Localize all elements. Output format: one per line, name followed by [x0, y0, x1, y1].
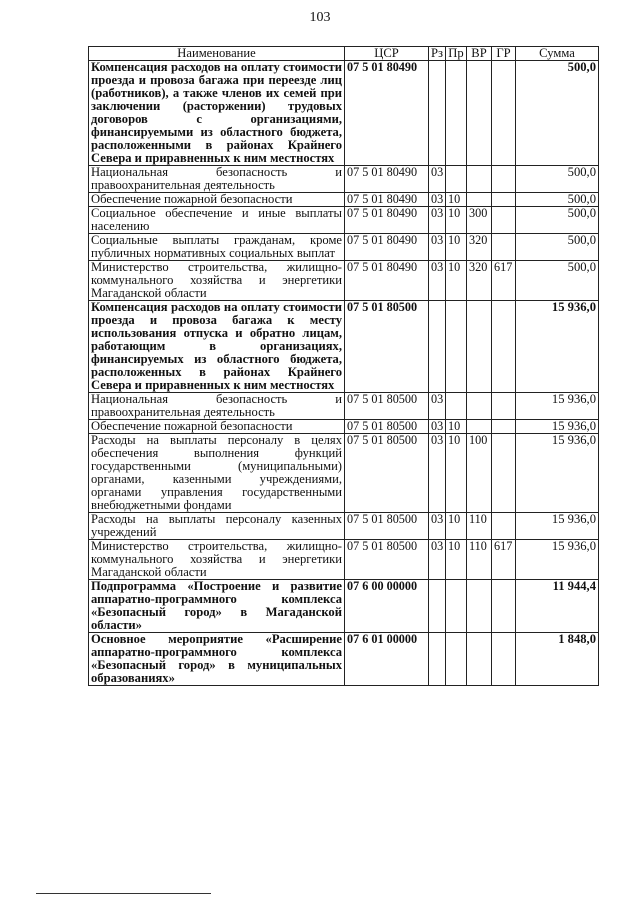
- cell-csr: 07 6 01 00000: [345, 633, 429, 686]
- cell-rz: 03: [429, 207, 446, 234]
- cell-name: Основное мероприятие «Расширение аппаратно-программного комплекса «Безопасный город» в муниципальных образованиях»: [89, 633, 345, 686]
- cell-gr: [492, 234, 516, 261]
- cell-csr: 07 5 01 80490: [345, 261, 429, 301]
- cell-vr: [467, 393, 492, 420]
- cell-rz: [429, 61, 446, 166]
- cell-name: Расходы на выплаты персоналу казенных учреждений: [89, 513, 345, 540]
- cell-rz: 03: [429, 261, 446, 301]
- cell-vr: [467, 420, 492, 434]
- cell-pr: [446, 61, 467, 166]
- cell-csr: 07 5 01 80500: [345, 420, 429, 434]
- cell-rz: 03: [429, 166, 446, 193]
- cell-name: Социальное обеспечение и иные выплаты населению: [89, 207, 345, 234]
- cell-sum: 11 944,4: [516, 580, 599, 633]
- table-row: [89, 513, 599, 540]
- table-row: [89, 193, 599, 207]
- cell-csr: 07 5 01 80500: [345, 513, 429, 540]
- cell-gr: [492, 580, 516, 633]
- cell-gr: [492, 166, 516, 193]
- cell-rz: 03: [429, 434, 446, 513]
- cell-sum: 500,0: [516, 207, 599, 234]
- table-row: [89, 301, 599, 393]
- header-gr: ГР: [492, 47, 516, 61]
- cell-vr: 320: [467, 234, 492, 261]
- cell-pr: [446, 393, 467, 420]
- cell-sum: 15 936,0: [516, 540, 599, 580]
- cell-csr: 07 5 01 80490: [345, 61, 429, 166]
- cell-pr: 10: [446, 513, 467, 540]
- cell-pr: 10: [446, 193, 467, 207]
- table-row: [89, 166, 599, 193]
- cell-vr: 110: [467, 540, 492, 580]
- cell-sum: 500,0: [516, 193, 599, 207]
- cell-sum: 15 936,0: [516, 434, 599, 513]
- cell-sum: 15 936,0: [516, 420, 599, 434]
- cell-csr: 07 5 01 80500: [345, 434, 429, 513]
- header-pr: Пр: [446, 47, 467, 61]
- cell-pr: 10: [446, 420, 467, 434]
- cell-name: Министерство строительства, жилищно-коммунального хозяйства и энергетики Магаданской области: [89, 261, 345, 301]
- cell-vr: [467, 633, 492, 686]
- cell-name: Социальные выплаты гражданам, кроме публичных нормативных социальных выплат: [89, 234, 345, 261]
- table-row: [89, 434, 599, 513]
- cell-csr: 07 5 01 80500: [345, 301, 429, 393]
- cell-sum: 1 848,0: [516, 633, 599, 686]
- cell-sum: 15 936,0: [516, 301, 599, 393]
- header-csr: ЦСР: [345, 47, 429, 61]
- table-row: [89, 420, 599, 434]
- header-sum: Сумма: [516, 47, 599, 61]
- cell-rz: 03: [429, 393, 446, 420]
- cell-name: Обеспечение пожарной безопасности: [89, 420, 345, 434]
- cell-csr: 07 6 00 00000: [345, 580, 429, 633]
- cell-sum: 500,0: [516, 261, 599, 301]
- cell-pr: [446, 633, 467, 686]
- cell-gr: [492, 393, 516, 420]
- cell-name: Компенсация расходов на оплату стоимости проезда и провоза багажа к месту использования отпуска и обратно лицам, работающим в организациях, финансируемых из областного бюджета, расположенных в районах Крайнего Севера и приравненных к ним местностях: [89, 301, 345, 393]
- cell-pr: 10: [446, 434, 467, 513]
- table-row: [89, 633, 599, 686]
- cell-vr: [467, 301, 492, 393]
- cell-name: Обеспечение пожарной безопасности: [89, 193, 345, 207]
- cell-rz: [429, 301, 446, 393]
- cell-name: Компенсация расходов на оплату стоимости проезда и провоза багажа при переезде лиц (работников), а также членов их семей при заключении (расторжении) трудовых договоров с организациями, финансируемыми из областного бюджета, расположенными в районах Крайнего Севера и приравненных к ним местностях: [89, 61, 345, 166]
- cell-pr: 10: [446, 540, 467, 580]
- table-row: [89, 234, 599, 261]
- cell-csr: 07 5 01 80490: [345, 193, 429, 207]
- cell-vr: 320: [467, 261, 492, 301]
- cell-pr: 10: [446, 234, 467, 261]
- cell-vr: [467, 61, 492, 166]
- cell-vr: 100: [467, 434, 492, 513]
- table-header-row: [89, 47, 599, 61]
- cell-name: Национальная безопасность и правоохранительная деятельность: [89, 166, 345, 193]
- cell-gr: 617: [492, 540, 516, 580]
- cell-name: Подпрограмма «Построение и развитие аппаратно-программного комплекса «Безопасный город» в Магаданской области»: [89, 580, 345, 633]
- cell-rz: 03: [429, 513, 446, 540]
- cell-pr: 10: [446, 207, 467, 234]
- cell-rz: [429, 633, 446, 686]
- cell-pr: 10: [446, 261, 467, 301]
- cell-gr: [492, 420, 516, 434]
- table-row: [89, 261, 599, 301]
- cell-csr: 07 5 01 80490: [345, 166, 429, 193]
- cell-name: Национальная безопасность и правоохранительная деятельность: [89, 393, 345, 420]
- budget-table: [88, 46, 599, 686]
- footnote-rule: [36, 893, 211, 894]
- cell-csr: 07 5 01 80490: [345, 234, 429, 261]
- cell-vr: [467, 580, 492, 633]
- cell-rz: 03: [429, 420, 446, 434]
- cell-vr: 300: [467, 207, 492, 234]
- cell-gr: [492, 513, 516, 540]
- cell-pr: [446, 166, 467, 193]
- cell-csr: 07 5 01 80490: [345, 207, 429, 234]
- cell-vr: [467, 166, 492, 193]
- cell-sum: 15 936,0: [516, 393, 599, 420]
- cell-gr: 617: [492, 261, 516, 301]
- cell-name: Расходы на выплаты персоналу в целях обеспечения выполнения функций государственными (муниципальными) органами, казенными учреждениями, органами управления государственными внебюджетными фондами: [89, 434, 345, 513]
- cell-rz: 03: [429, 234, 446, 261]
- table-row: [89, 540, 599, 580]
- cell-vr: [467, 193, 492, 207]
- cell-rz: 03: [429, 540, 446, 580]
- cell-gr: [492, 61, 516, 166]
- cell-sum: 500,0: [516, 234, 599, 261]
- cell-pr: [446, 301, 467, 393]
- cell-sum: 500,0: [516, 61, 599, 166]
- table-row: [89, 61, 599, 166]
- cell-gr: [492, 207, 516, 234]
- table-row: [89, 580, 599, 633]
- header-vr: ВР: [467, 47, 492, 61]
- cell-sum: 15 936,0: [516, 513, 599, 540]
- cell-pr: [446, 580, 467, 633]
- header-name: Наименование: [89, 47, 345, 61]
- table-row: [89, 207, 599, 234]
- table-body: [89, 61, 599, 686]
- cell-gr: [492, 193, 516, 207]
- cell-csr: 07 5 01 80500: [345, 393, 429, 420]
- cell-rz: [429, 580, 446, 633]
- cell-gr: [492, 301, 516, 393]
- cell-gr: [492, 434, 516, 513]
- cell-name: Министерство строительства, жилищно-коммунального хозяйства и энергетики Магаданской области: [89, 540, 345, 580]
- cell-gr: [492, 633, 516, 686]
- cell-sum: 500,0: [516, 166, 599, 193]
- cell-csr: 07 5 01 80500: [345, 540, 429, 580]
- cell-vr: 110: [467, 513, 492, 540]
- header-rz: Рз: [429, 47, 446, 61]
- page-number: 103: [309, 10, 331, 25]
- cell-rz: 03: [429, 193, 446, 207]
- table-row: [89, 393, 599, 420]
